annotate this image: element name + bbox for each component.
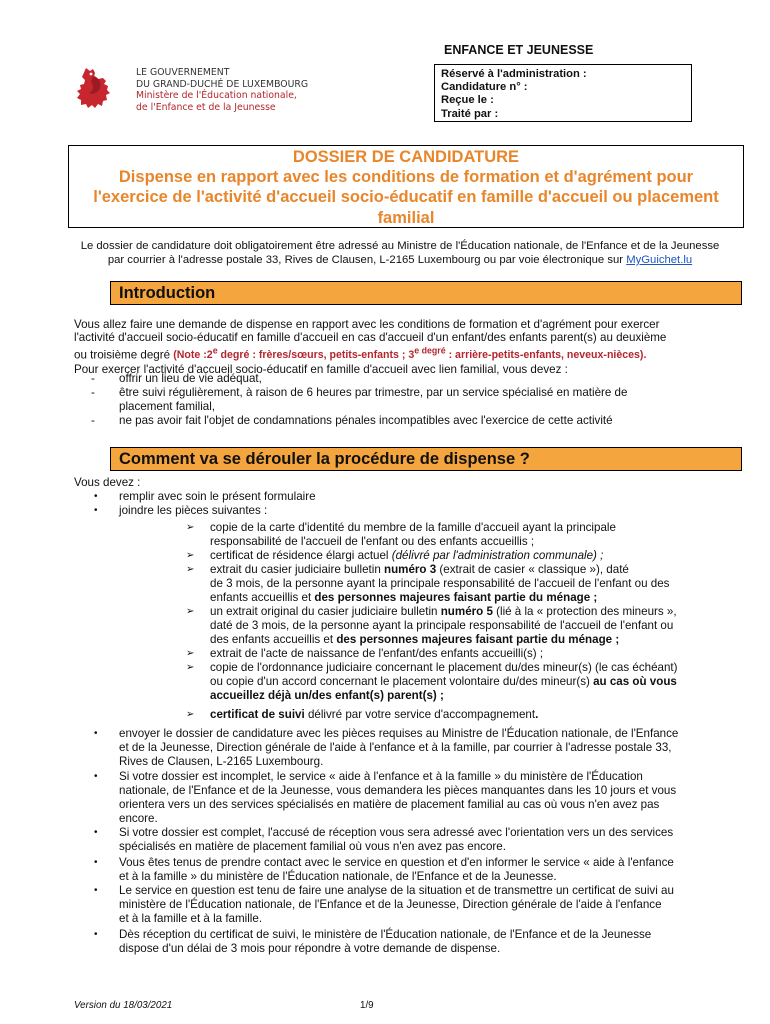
note-sup-a: e [212,345,218,356]
dash-marker: - [91,372,95,385]
doc-cr3-l3-text: enfants accueillis et [210,591,315,604]
condition-2: être suivi régulièrement, à raison de 6 heures par trimestre, par un service spécialisé en matière de [119,386,628,399]
doc-criminal-record-3-cont: de 3 mois, de la personne ayant la principale responsabilité de l'accueil de l'enfant ou des [210,577,670,590]
bullet-marker: • [94,728,98,739]
arrow-marker: ➢ [186,648,195,659]
department-label: ENFANCE ET JEUNESSE [444,43,594,57]
procedure-step-1-line-1: envoyer le dossier de candidature avec les pièces requises au Ministre de l'Éducation nationale, de l'Enfance [119,727,679,740]
doc-cr5-text-a: un extrait original du casier judiciaire bulletin [210,605,441,618]
procedure-step-3-line-2: spécialisés en matière de placement familial où vous n'en avez pas encore. [119,840,506,853]
procedure-step-1-line-2: et de la Jeunesse, Direction générale de l'aide à l'enfance et à la famille, par courrier à l'adresse postale 33, [119,741,672,754]
bullet-marker: • [94,491,98,502]
intro-line-1: Vous allez faire une demande de dispense en rapport avec les conditions de formation et d'agrément pour exercer [74,318,660,331]
step-fill-form: remplir avec soin le présent formulaire [119,490,316,503]
doc-birth-certificate: extrait de l'acte de naissance de l'enfant/des enfants accueilli(s) ; [210,647,544,660]
section-heading-procedure: Comment va se dérouler la procédure de dispense ? [110,447,742,471]
doc-residence-text: certificat de résidence élargi actuel [210,549,392,562]
procedure-step-6-line-1: Dès réception du certificat de suivi, le ministère de l'Éducation nationale, de l'Enfance et de la Jeunesse [119,928,652,941]
doc-criminal-record-5 [210,605,677,618]
admin-reserved-label: Réservé à l'administration : [441,68,587,80]
bullet-marker: • [94,505,98,516]
document-title: DOSSIER DE CANDIDATURE [292,148,520,166]
procedure-step-4-line-1: Vous êtes tenus de prendre contact avec le service en question et d'en informer le service « aide à l'enfance [119,856,674,869]
note-sup-b: e degré [414,345,446,356]
bullet-marker: • [94,771,98,782]
doc-residence-issuer: (délivré par l'administration communale) ; [391,549,604,562]
bullet-marker: • [94,827,98,838]
intro-line-2: l'activité d'accueil socio-éducatif en famille d'accueil en cas d'accueil d'un enfant/des enfants parent(s) au deuxième [74,331,667,345]
procedure-step-5-line-2: ministère de l'Éducation nationale, de l'Enfance et de la Jeunesse, Direction générale de l'aide à l'enfance [119,898,662,911]
ministry-line-2: de l'Enfance et de la Jeunesse [136,101,276,113]
note-part-b: degré : frères/sœurs, petits-enfants ; 3 [217,349,415,362]
arrow-marker: ➢ [186,522,195,533]
candidature-number-label: Candidature n° : [441,81,528,94]
arrow-marker: ➢ [186,564,195,575]
step-attach-documents: joindre les pièces suivantes : [119,504,268,517]
bullet-marker: • [94,885,98,896]
note-part-c: : arrière-petits-enfants, neveux-nièces). [445,349,647,362]
ministry-line-1: Ministère de l'Éducation nationale, [136,90,297,102]
procedure-step-3-line-1: Si votre dossier est complet, l'accusé de réception vous sera adressé avec l'orientation vers un des services [119,826,674,839]
intro-line-4: Pour exercer l'activité d'accueil socio-éducatif en famille d'accueil avec lien familial, vous devez : [74,362,568,376]
procedure-step-2-line-4: encore. [119,812,158,825]
degree-note [173,345,647,362]
doc-id-card: copie de la carte d'identité du membre de la famille d'accueil ayant la principale [210,521,616,534]
doc-criminal-record-5-cont: daté de 3 mois, de la personne ayant la principale responsabilité de l'accueil de l'enfant ou [210,619,674,632]
page-number: 1/9 [360,1000,374,1011]
bullet-marker: • [94,929,98,940]
doc-cr3-text-c: (extrait de casier « classique »), daté [436,563,629,576]
procedure-step-2-line-2: nationale, de l'Enfance et de la Jeunesse, vous demandera les pièces manquantes dans les 10 jours et vous [119,784,677,797]
doc-follow-up-certificate [210,708,538,721]
government-line-2: DU GRAND-DUCHÉ DE LUXEMBOURG [136,78,309,90]
doc-cr5-l3-bold: des personnes majeures faisant partie du ménage ; [336,633,620,646]
myguichet-link[interactable]: MyGuichet.lu [626,254,693,266]
submission-address [60,239,740,267]
procedure-step-2-line-1: Si votre dossier est incomplet, le service « aide à l'enfance et à la famille » du ministère de l'Éducation [119,770,643,783]
section-heading-introduction: Introduction [110,281,742,305]
arrow-marker: ➢ [186,709,195,720]
government-name [136,67,308,113]
doc-cr3-l3-bold: des personnes majeures faisant partie du ménage ; [314,591,598,604]
doc-criminal-record-3-cont2 [210,591,597,604]
doc-cr3-number: numéro 3 [384,563,437,576]
arrow-marker: ➢ [186,606,195,617]
procedure-step-4-line-2: et à la famille » du ministère de l'Éducation nationale, de l'Enfance et de la Jeunesse. [119,870,557,883]
doc-cr5-text-c: (lié à la « protection des mineurs », [492,605,677,618]
doc-follow-up-bold: certificat de suivi [210,708,305,721]
condition-1: offrir un lieu de vie adéquat, [119,372,262,385]
handled-by-label: Traité par : [441,107,499,120]
lion-coat-of-arms-icon [72,64,116,114]
procedure-intro: Vous devez : [74,476,141,489]
doc-court-order-cont2: accueillez déjà un/des enfant(s) parent(s) ; [210,689,444,702]
address-line-1: Le dossier de candidature doit obligatoirement être adressé au Ministre de l'Éducation nationale, de l'Enfance et de la Jeunesse [80,240,720,252]
condition-3: ne pas avoir fait l'objet de condamnations pénales incompatibles avec l'exercice de cette activité [119,414,613,427]
dash-marker: - [91,386,95,399]
note-part-a: (Note :2 [173,349,213,362]
doc-criminal-record-5-cont2 [210,633,619,646]
intro-line-3-text: ou troisième degré [74,348,174,362]
version-date: Version du 18/03/2021 [74,1000,173,1011]
doc-cr3-text-a: extrait du casier judiciaire bulletin [210,563,384,576]
arrow-marker: ➢ [186,662,195,673]
dash-marker: - [91,414,95,427]
government-line-1: LE GOUVERNEMENT [136,67,230,78]
condition-2-cont: placement familial, [119,400,216,413]
bullet-marker: • [94,857,98,868]
doc-follow-up-period: . [535,708,539,721]
document-subtitle: Dispense en rapport avec les conditions de formation et d'agrément pour l'exercice de l'activité d'accueil socio-éducatif en famille d'accueil ou placement familial [93,168,719,227]
address-line-2-text: par courrier à l'adresse postale 33, Rives de Clausen, L-2165 Luxembourg ou par voie électronique sur [107,254,627,266]
doc-follow-up-text: délivré par votre service d'accompagnement [304,708,536,721]
doc-court-order-bold: au cas où vous [593,675,677,688]
procedure-step-5-line-3: et à la famille et à la famille. [119,912,263,925]
doc-criminal-record-3 [210,563,629,576]
doc-court-order: copie de l'ordonnance judiciaire concernant le placement du/des mineur(s) (le cas échéant) [210,661,678,674]
doc-residence-certificate [210,549,603,562]
doc-id-card-cont: responsabilité de l'accueil de l'enfant ou des enfants accueillis ; [210,535,535,548]
received-date-label: Reçue le : [441,94,494,107]
address-line-2 [60,253,740,267]
procedure-step-5-line-1: Le service en question est tenu de faire une analyse de la situation et de transmettre un certificat de suivi au [119,884,674,897]
procedure-step-2-line-3: orientera vers un des services spécialisés en matière de placement familial au cas où vous n'en avez pas [119,798,660,811]
admin-reserved-box [434,64,692,122]
procedure-step-6-line-2: dispose d'un délai de 3 mois pour répondre à votre demande de dispense. [119,942,501,955]
procedure-step-1-line-3: Rives de Clausen, L-2165 Luxembourg. [119,755,324,768]
title-box [68,145,744,228]
doc-cr5-l3-text: des enfants accueillis et [210,633,337,646]
doc-cr5-number: numéro 5 [440,605,493,618]
arrow-marker: ➢ [186,550,195,561]
doc-court-order-cont [210,675,677,688]
introduction-paragraph [74,318,742,376]
doc-court-order-text: ou copie d'un accord concernant le placement volontaire du/des mineur(s) [210,675,594,688]
intro-line-3 [74,345,742,363]
